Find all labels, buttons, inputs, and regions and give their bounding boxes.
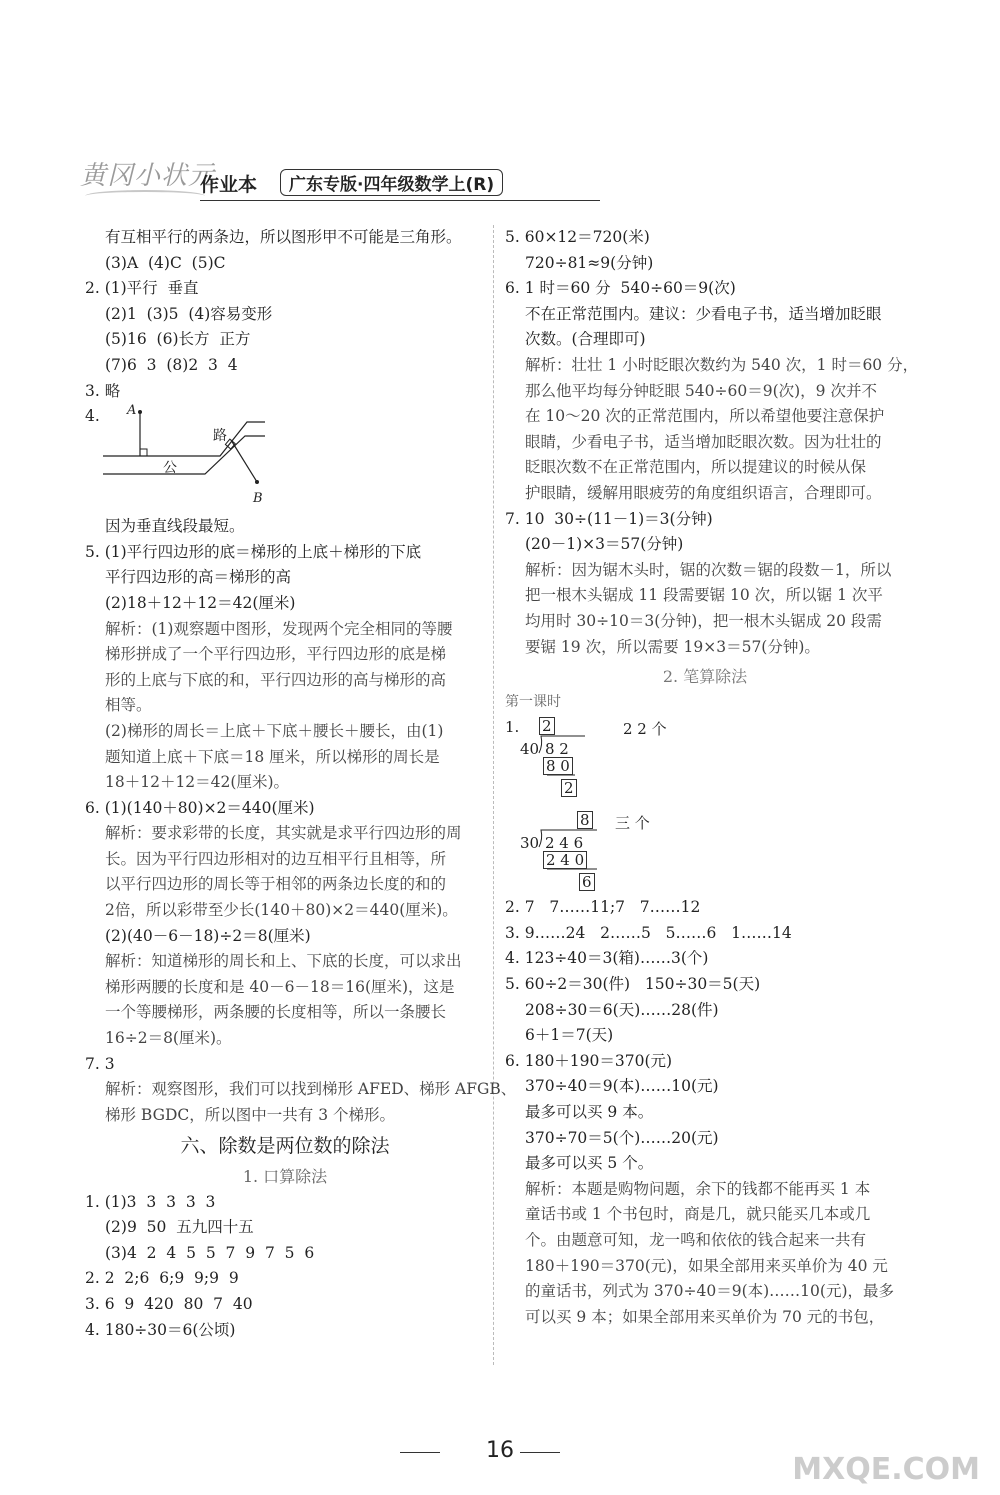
answer-text: 2 2 个 — [623, 720, 667, 739]
text-line: 370÷70＝5(个)……20(元) — [525, 1128, 719, 1147]
question-number: 1. — [505, 718, 520, 737]
explanation-line: 2倍，所以彩带至少长(140＋80)×2＝440(厘米)。 — [105, 901, 458, 920]
text-line: 2. 2 2;6 6;9 9;9 9 — [85, 1269, 239, 1288]
text-line: 3. 略 — [85, 381, 121, 400]
explanation-line: 180＋190＝370(元)，如果全部用来买单价为 40 元 — [525, 1256, 888, 1275]
question-number: 4. — [85, 407, 100, 426]
explanation-line: 护眼睛，缓解用眼疲劳的角度组织语言，合理即可。 — [525, 483, 882, 502]
text-line: 5. 60×12＝720(米) — [505, 228, 650, 246]
explanation-line: 长。因为平行四边形相对的边互相平行且相等，所 — [105, 849, 447, 868]
text-line: 3. 9……24 2……5 5……6 1……14 — [505, 923, 792, 942]
brand-logo: 黄冈小状元 — [80, 161, 216, 191]
explanation-line: 的童话书，列式为 370÷40＝9(本)……10(元)，最多 — [525, 1282, 894, 1301]
dividend: 2 4 6 — [545, 834, 584, 853]
point-b-label: B — [253, 491, 263, 507]
point-a-label: A — [127, 403, 137, 419]
text-line: 最多可以买 9 本。 — [525, 1103, 654, 1122]
explanation-line: 梯形拼成了一个平行四边形，平行四边形的底是梯 — [105, 645, 447, 664]
explanation-line: 16÷2＝8(厘米)。 — [105, 1029, 232, 1048]
explanation-line: 可以买 9 本；如果全部用来买单价为 70 元的书包， — [525, 1307, 885, 1326]
text-line: 1. (1)3 3 3 3 3 — [85, 1192, 216, 1211]
divisor: 30 — [520, 834, 540, 853]
section-title: 2. 笔算除法 — [662, 667, 748, 687]
text-line: (2)18＋12＋12＝42(厘米) — [105, 593, 296, 612]
lesson-label: 第一课时 — [505, 693, 561, 710]
road-figure — [85, 404, 485, 514]
text-line: 5. (1)平行四边形的底＝梯形的上底＋梯形的下底 — [85, 542, 422, 561]
watermark: MXQE.COM — [792, 1452, 980, 1487]
brand-swoosh — [85, 190, 205, 202]
header-rule — [200, 200, 600, 201]
page-number: 16 — [486, 1438, 514, 1463]
product-box: 2 4 0 — [543, 851, 587, 869]
footer-dash — [520, 1452, 560, 1453]
remainder-box: 6 — [579, 873, 595, 891]
explanation-line: 一个等腰梯形，两条腰的长度相等，所以一条腰长 — [105, 1003, 447, 1022]
right-column — [505, 225, 919, 1330]
text-line: 3. 6 9 420 80 7 40 — [85, 1294, 253, 1313]
subsection-title: 1. 口算除法 — [242, 1167, 328, 1186]
explanation-line: 均用时 30÷10＝3(分钟)，把一根木头锯成 20 段需 — [525, 611, 882, 630]
text-line: 最多可以买 5 个。 — [525, 1154, 654, 1173]
explanation-line: 以平行四边形的周长等于相邻的两条边长度的和的 — [105, 875, 447, 894]
header-title: 作业本 — [200, 174, 258, 196]
explanation-line: 题知道上底＋下底＝18 厘米，所以梯形的周长是 — [105, 747, 440, 766]
text-line: (5)16 (6)长方 正方 — [105, 330, 251, 349]
answer-text: 三 个 — [615, 814, 650, 833]
quotient-box: 2 — [539, 717, 555, 735]
text-line: (3)A (4)C (5)C — [105, 253, 226, 272]
explanation-line: (2)梯形的周长＝上底＋下底＋腰长＋腰长，由(1) — [105, 721, 444, 740]
explanation-line: 眼睛，少看电子书，适当增加眨眼次数。因为壮壮的 — [525, 432, 882, 451]
text-line: 6. (1)(140＋80)×2＝440(厘米) — [85, 798, 315, 817]
text-line: 370÷40＝9(本)……10(元) — [525, 1077, 719, 1096]
text-line: (20－1)×3＝57(分钟) — [525, 535, 684, 554]
text-line: 因为垂直线段最短。 — [105, 517, 245, 536]
explanation-line: 解析：壮壮 1 小时眨眼次数约为 540 次，1 时＝60 分， — [525, 355, 919, 374]
text-line: 次数。(合理即可) — [525, 330, 646, 349]
explanation-line: 解析：(1)观察题中图形，发现两个完全相同的等腰 — [105, 619, 453, 638]
left-column — [85, 225, 517, 1343]
text-line: 有互相平行的两条边，所以图形甲不可能是三角形。 — [105, 228, 462, 246]
text-line: (2)1 (3)5 (4)容易变形 — [105, 304, 273, 323]
text-line: 208÷30＝6(天)……28(件) — [525, 1000, 719, 1019]
text-line: 7. 3 — [85, 1054, 115, 1073]
text-line: 4. 123÷40＝3(箱)……3(个) — [505, 949, 709, 968]
column-divider — [493, 225, 494, 1365]
section-title: 六、除数是两位数的除法 — [180, 1135, 390, 1158]
road-label-gong: 公 — [163, 460, 177, 477]
text-line: 平行四边形的高＝梯形的高 — [105, 568, 292, 587]
header-subtitle: 广东专版·四年级数学上(R) — [280, 169, 503, 196]
long-division-1 — [505, 715, 905, 801]
page-header — [80, 150, 940, 210]
explanation-line: 解析：知道梯形的周长和上、下底的长度，可以求出 — [105, 952, 462, 971]
explanation-line: 把一根木头锯成 11 段需要锯 10 次，所以锯 1 次平 — [525, 586, 883, 605]
text-line: 2. 7 7……11;7 7……12 — [505, 898, 701, 917]
text-line: 6. 180＋190＝370(元) — [505, 1051, 673, 1070]
road-label-lu: 路 — [213, 428, 227, 445]
explanation-line: 解析：本题是购物问题，余下的钱都不能再买 1 本 — [525, 1179, 871, 1198]
long-division-2 — [505, 809, 905, 895]
explanation-line: 相等。 — [105, 696, 152, 715]
explanation-line: 个。由题意可知，龙一鸣和依依的钱合起来一共有 — [525, 1231, 867, 1249]
text-line: 6. 1 时＝60 分 540÷60＝9(次) — [505, 279, 736, 298]
text-line: (7)6 3 (8)2 3 4 — [105, 355, 238, 374]
text-line: 2. (1)平行 垂直 — [85, 279, 199, 298]
explanation-line: 解析：因为锯木头时，锯的次数＝锯的段数－1，所以 — [525, 560, 892, 579]
explanation-line: 那么他平均每分钟眨眼 540÷60＝9(次)，9 次并不 — [525, 381, 877, 400]
explanation-line: 梯形两腰的长度和是 40－6－18＝16(厘米)，这是 — [105, 977, 455, 996]
explanation-line: 梯形 BGDC，所以图中一共有 3 个梯形。 — [105, 1105, 395, 1124]
product-box: 8 0 — [543, 757, 573, 775]
explanation-line: 童话书或 1 个书包时，商是几，就只能买几本或几 — [525, 1205, 871, 1224]
explanation-line: 形的上底与下底的和，平行四边形的高与梯形的高 — [105, 670, 447, 689]
text-line: (3)4 2 4 5 5 7 9 7 5 6 — [105, 1243, 315, 1262]
explanation-line: 眨眼次数不在正常范围内，所以提建议的时候从保 — [525, 458, 867, 477]
quotient-box: 8 — [577, 811, 593, 829]
divisor: 40 — [520, 740, 540, 759]
text-line: 4. 180÷30＝6(公顷) — [85, 1320, 236, 1339]
text-line: 不在正常范围内。建议：少看电子书，适当增加眨眼 — [525, 304, 882, 323]
explanation-line: 解析：观察图形，我们可以找到梯形 AFED、梯形 AFGB、 — [105, 1080, 517, 1099]
text-line: (2)(40－6－18)÷2＝8(厘米) — [105, 926, 311, 945]
text-line: 6＋1＝7(天) — [525, 1026, 614, 1045]
remainder-box: 2 — [561, 779, 577, 797]
text-line: 5. 60÷2＝30(件) 150÷30＝5(天) — [505, 975, 761, 994]
text-line: 7. 10 30÷(11－1)＝3(分钟) — [505, 509, 713, 528]
explanation-line: 18＋12＋12＝42(厘米)。 — [105, 773, 289, 792]
explanation-line: 要锯 19 次，所以需要 19×3＝57(分钟)。 — [525, 637, 820, 656]
text-line: (2)9 50 五九四十五 — [105, 1218, 254, 1237]
text-line: 720÷81≈9(分钟) — [525, 253, 654, 272]
explanation-line: 在 10～20 次的正常范围内，所以希望他要注意保护 — [525, 407, 885, 426]
dividend: 8 2 — [545, 740, 569, 759]
explanation-line: 解析：要求彩带的长度，其实就是求平行四边形的周 — [105, 824, 462, 843]
